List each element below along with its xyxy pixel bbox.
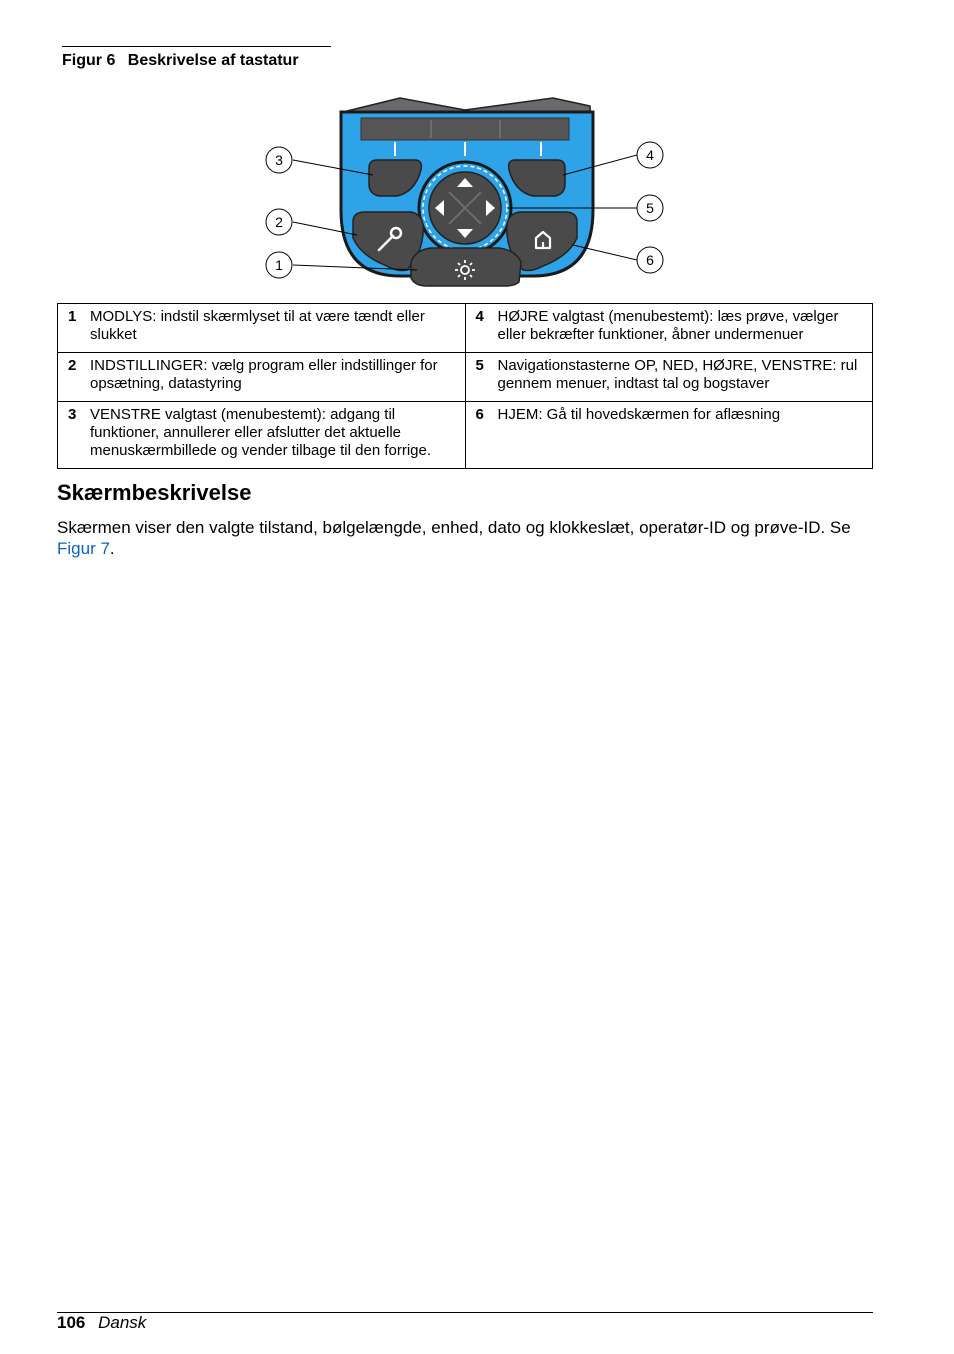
legend-number: 2 xyxy=(68,357,77,374)
legend-text: Navigationstasterne OP, NED, HØJRE, VENSTRE: rul gennem menuer, indtast tal og bogstaver xyxy=(497,357,858,392)
page-footer xyxy=(57,1312,873,1333)
footer-language: Dansk xyxy=(98,1313,147,1332)
legend-row xyxy=(58,304,873,353)
callout-label: 6 xyxy=(646,252,654,268)
callout-label: 5 xyxy=(646,200,654,216)
callout-label: 4 xyxy=(646,147,654,163)
legend-cell xyxy=(58,304,466,353)
legend-text: MODLYS: indstil skærmlyset til at være tændt eller slukket xyxy=(90,308,425,343)
legend-number: 3 xyxy=(68,406,77,423)
legend-number: 5 xyxy=(475,357,484,374)
keypad-illustration xyxy=(175,90,695,290)
callout-label: 2 xyxy=(275,214,283,230)
paragraph-end: . xyxy=(109,539,115,558)
section-paragraph xyxy=(57,517,872,559)
callout-label: 1 xyxy=(275,257,283,273)
legend-row xyxy=(58,353,873,402)
legend-number: 6 xyxy=(475,406,484,423)
keypad-figure xyxy=(175,90,695,290)
figure-number: Figur 6 xyxy=(62,52,116,69)
legend-cell xyxy=(465,402,873,469)
legend-text: HØJRE valgtast (menubestemt): læs prøve, vælger eller bekræfter funktioner, åbner undermenuer xyxy=(497,308,839,343)
legend-number: 4 xyxy=(475,308,484,325)
legend-text: HJEM: Gå til hovedskærmen for aflæsning xyxy=(497,406,781,423)
legend-text: VENSTRE valgtast (menubestemt): adgang til funktioner, annullerer eller afslutter det aktuelle menuskærmbillede og vender tilbage til den forrige. xyxy=(90,406,432,459)
device-screen xyxy=(361,118,569,140)
legend-cell xyxy=(58,353,466,402)
callout-label: 3 xyxy=(275,152,283,168)
page-number: 106 xyxy=(57,1313,86,1332)
section-heading: Skærmbeskrivelse xyxy=(57,480,252,505)
legend-cell xyxy=(465,304,873,353)
paragraph-text: Skærmen viser den valgte tilstand, bølgelængde, enhed, dato og klokkeslæt, operatør-ID og prøve-ID. Se xyxy=(57,518,851,537)
legend-number: 1 xyxy=(68,308,77,325)
figure-7-link[interactable]: Figur 7 xyxy=(57,539,110,558)
legend-text: INDSTILLINGER: vælg program eller indstillinger for opsætning, datastyring xyxy=(90,357,438,392)
figure-caption xyxy=(62,46,331,70)
legend-table xyxy=(57,303,873,469)
legend-cell xyxy=(58,402,466,469)
legend-cell xyxy=(465,353,873,402)
figure-title: Beskrivelse af tastatur xyxy=(127,52,299,69)
legend-row xyxy=(58,402,873,469)
